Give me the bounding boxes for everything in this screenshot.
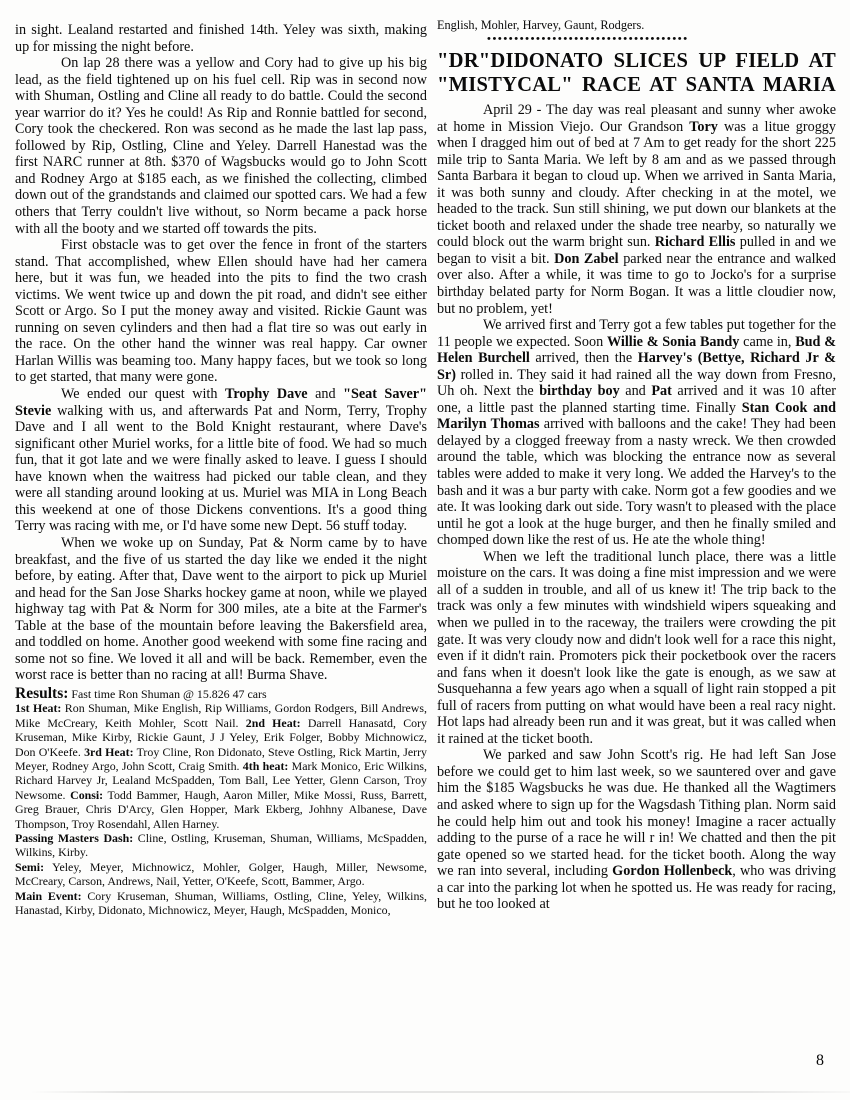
headline-line-2: "MISTYCAL" RACE AT SANTA MARIA: [437, 74, 836, 96]
text-segment: Stan Cook and Marilyn Thomas: [437, 399, 836, 433]
paragraph: [15, 237, 427, 386]
paragraph: [15, 701, 427, 831]
article-headline: [437, 49, 836, 97]
paragraph: [15, 386, 427, 535]
text-segment: , who was driving a car into the parking lot when he spotted us. He was ready for racing, but he too looked at: [437, 863, 836, 913]
text-segment: Ron Shuman, Mike English, Rip Williams, Gordon Rodgers, Bill Andrews, Mike McCreary, Keith Mohler, Scott Nail.: [15, 701, 427, 730]
paragraph: [15, 831, 427, 860]
text-segment: arrived and it was 10 after one, a little past the planned starting time. Finally: [437, 383, 836, 416]
text-segment: in sight. Lealand restarted and finished 14th. Yeley was sixth, making up for missing the night before.: [15, 22, 427, 55]
headline-line-1: "DR"DIDONATO SLICES UP FIELD AT: [437, 50, 836, 72]
text-segment: Richard Ellis: [654, 234, 736, 251]
text-segment: Consi:: [70, 787, 104, 802]
left-column: [15, 22, 427, 917]
paragraph: [437, 549, 836, 748]
text-segment: Yeley, Meyer, Michnowicz, Mohler, Golger, Haugh, Miller, Newsome, McCreary, Carson, Andrews, Nail, Yetter, O'Keefe, Scott, Bammer, Argo.: [15, 859, 427, 889]
text-segment: and: [619, 383, 652, 400]
text-segment: and: [307, 386, 344, 403]
paragraph: [15, 889, 427, 918]
paragraph: [437, 317, 836, 549]
text-segment: April 29 - The day was real pleasant and sunny wher awoke at home in Mission Viejo. Our Grandson: [437, 102, 836, 135]
text-segment: was a litue groggy when I dragged him out of bed at 7 Am to get ready for the short 225 mile trip to Santa Maria. We left by 8 am and as we passed through Santa Barbara it began to cloud up. When we arrived in Santa Maria, it was both sunny and cloudy. After checking in at the motel, we headed to the track. Sun still shining, we put down our blankets at the ticket booth and relaxed under the shade tree nearby, so naturally we could block out the warm bright sun.: [437, 118, 836, 251]
text-segment: On lap 28 there was a yellow and Cory had to give up his big lead, as the field tightened up on his fuel cell. Rip was in second now with Shuman, Ostling and Cline all ready to do battle. Could the second year warrior do it? Yes he could! As Rip and Ronnie battled for second, Cory took the checkered. Ron was second as he made the last lap pass, followed by Rip, Ostling, Cline and Yeley. Darrell Hanestad was the first NARC runner at 8th. $370 of Wagsbucks would go to John Scott and Rodney Argo at $185 each, as we finished the collecting, climbed down out of the grandstands and claimed our spotted cars. We had a few others that Terry couldn't live without, so Norm became a pack horse with all the booty and we started off towards the pits.: [15, 55, 427, 237]
text-segment: came in,: [739, 333, 796, 350]
article-body: [437, 102, 836, 913]
text-segment: Fast time Ron Shuman @ 15.826 47 cars: [68, 686, 267, 701]
paragraph: [15, 535, 427, 684]
text-segment: arrived, then the: [529, 350, 638, 367]
text-segment: "Seat Saver" Stevie: [15, 386, 427, 419]
text-segment: Gordon Hollenbeck: [612, 863, 733, 880]
text-segment: 1st Heat:: [15, 701, 62, 716]
text-segment: When we left the traditional lunch place, there was a little moisture on the cars. It was doing a fine mist impression and we were all of a sudden in trouble, and all of us knew it! The trip back to the track was only a few minutes with windshield wipers squeaking and when we pulled in to the raceway, the trailers were crowding the pit gate. It was very cloudy now and didn't look well for a race this night, even if it didn't rain. Promoters pick their pocketbook over the racers and fans when it doesn't look like the gate is enough, as we saw at Susquehanna a few years ago when a squall of light rain stopped a pit full of racers from putting on what would have been a real racy night. Hot laps had already been run and it was great, but it was called when it rained at the ticket booth.: [437, 548, 836, 747]
text-segment: Bud & Helen Burchell: [437, 333, 837, 367]
paragraph: [15, 22, 427, 55]
text-segment: 4th heat:: [242, 758, 289, 773]
text-segment: We parked and saw John Scott's rig. He had left San Jose before we could get to him last week, so we sauntered over and gave him the $185 Wagsbucks he was due. He thanked all the Wagtimers and asked where to sign up for the Wagsdash Tithing plan. Norm said he could help him out and took his money! Imagine a racer actually adding to the purse of a race he will r in! We chatted and then the pit gate opened so we started head. for the ticket booth. Along the way we ran into several, including: [437, 747, 836, 880]
text-segment: Results:: [15, 684, 69, 702]
text-segment: 3rd Heat:: [84, 744, 134, 759]
text-segment: Don Zabel: [554, 250, 619, 267]
text-segment: pulled in and we began to visit a bit.: [437, 234, 837, 267]
text-segment: rolled in. They said it had rained all the way down from Fresno, Uh oh. Next the: [437, 366, 836, 400]
text-segment: Tory: [689, 118, 718, 135]
dotted-separator: •••••••••••••••••••••••••••••••••••••: [487, 33, 689, 45]
right-column: [437, 18, 836, 913]
text-segment: Pat: [651, 383, 672, 400]
paragraph: [437, 747, 836, 912]
text-segment: Mark Monico, Eric Wilkins, Richard Harvey Jr, Lealand McSpadden, Tom Ball, Lee Yetter, Glenn Carson, Troy Newsome.: [15, 758, 427, 802]
results-carryover-line: English, Mohler, Harvey, Gaunt, Rodgers.: [437, 18, 645, 32]
page-number: 8: [816, 1052, 824, 1069]
text-segment: First obstacle was to get over the fence in front of the starters stand. That accomplished, whew Ellen should have had her camera here, but it was fun, we headed into the pits to find the two crash victims. We went twice up and down the pit road, and didn't see either Scott or Argo. So I put the money away and visited. Rickie Gaunt was running on seven cylinders and then had a flat tire so was out early in the race. On the other hand the winner was real happy. Car owner Harlan Willis was beaming too. Many happy faces, but we took so long to get started, that many were gone.: [15, 237, 427, 386]
text-segment: Darrell Hanasatd, Cory Kruseman, Mike Kirby, Rickie Gaunt, J J Yeley, Erik Folger, Bobby Michnowicz, Don O'Keefe.: [15, 715, 427, 759]
paragraph: [15, 55, 427, 237]
text-segment: Troy Cline, Ron Didonato, Steve Ostling, Rick Martin, Jerry Meyer, Rodney Argo, John Scott, Craig Smith.: [15, 744, 428, 773]
race-results-section: [15, 684, 428, 918]
text-segment: walking with us, and afterwards Pat and Norm, Terry, Trophy Dave and I all went to the Bold Knight restaurant, where Dave's significant other Muriel works, for a little bite of food. We had so much fun, that it got late and we were finally asked to leave. I guess I should have known when the waitress had picked our table clean, and they were all standing around looking at us. Muriel was MIA in Long Beach this weekend at one of those Dickens conventions. It's a good thing Terry was racing with me, or I'd have some new Dept. 56 stuff today.: [15, 402, 427, 535]
text-segment: Cline, Ostling, Kruseman, Shuman, Williams, McSpadden, Wilkins, Kirby.: [15, 830, 427, 860]
text-segment: Passing Masters Dash:: [15, 830, 134, 845]
text-segment: 2nd Heat:: [245, 715, 301, 730]
text-segment: parked near the entrance and walked over also. After a while, it was time to go to Jocko's for a surprise birthday belated party for Norm Bogan. It was a little cloudier now, but no problem, yet!: [437, 250, 836, 317]
text-segment: Main Event:: [15, 888, 82, 903]
text-segment: Semi:: [15, 859, 45, 874]
left-column-body: [15, 22, 427, 684]
text-segment: Trophy Dave: [224, 386, 308, 403]
paragraph: [15, 860, 427, 889]
text-segment: Willie & Sonia Bandy: [606, 333, 740, 350]
text-segment: Cory Kruseman, Shuman, Williams, Ostling, Cline, Yeley, Wilkins, Hanastad, Kirby, Didonato, Michnowicz, Meyer, Haugh, McSpadden, Monico,: [15, 888, 427, 917]
text-segment: We arrived first and Terry got a few tables put together for the 11 people we expected. Soon: [437, 317, 836, 350]
text-segment: birthday boy: [539, 383, 620, 400]
scan-artifact-line: [30, 1091, 850, 1093]
text-segment: When we woke up on Sunday, Pat & Norm came by to have breakfast, and the five of us started the day like we ended it the night before, by eating. After that, Dave went to the airport to pick up Muriel and head for the San Jose Sharks hockey game at noon, while we played highway tag with Pat & Norm for 300 miles, ate a bite at the Farmer's Table at the base of the mountain before leaving the Bakersfield area, and toddled on home. Another good weekend with some fine racing and some not so fine. We loved it all and will be back. Remember, even the worst race is better than no racing at all! Burma Shave.: [15, 534, 427, 684]
paragraph: [15, 684, 427, 702]
text-segment: arrived with balloons and the cake! They had been delayed by a clogged freeway from a nasty wreck. We then crowded around the table, which was blocking the entrance now as several tables were added to make it very long. We added the Harvey's to the bash and it was a bur party with cake. Norm got a few goodies and we ate. It was looking dark out side. Tory wasn't to pleased with the place until he got a look at the huge burger, and then he finally smiled and chomped down like the rest of us. He ate the whole thing!: [437, 416, 836, 549]
text-segment: Todd Bammer, Haugh, Aaron Miller, Mike Mossi, Russ, Barrett, Greg Brauer, Chris D'Arcy, Glen Hopper, Mark Ekberg, Johhny Albanese, Dave Thompson, Troy Rosendahl, Allen Harney.: [15, 787, 428, 831]
paragraph: [437, 102, 836, 317]
text-segment: Harvey's (Bettye, Richard Jr & Sr): [437, 350, 836, 383]
text-segment: We ended our quest with: [61, 386, 225, 403]
